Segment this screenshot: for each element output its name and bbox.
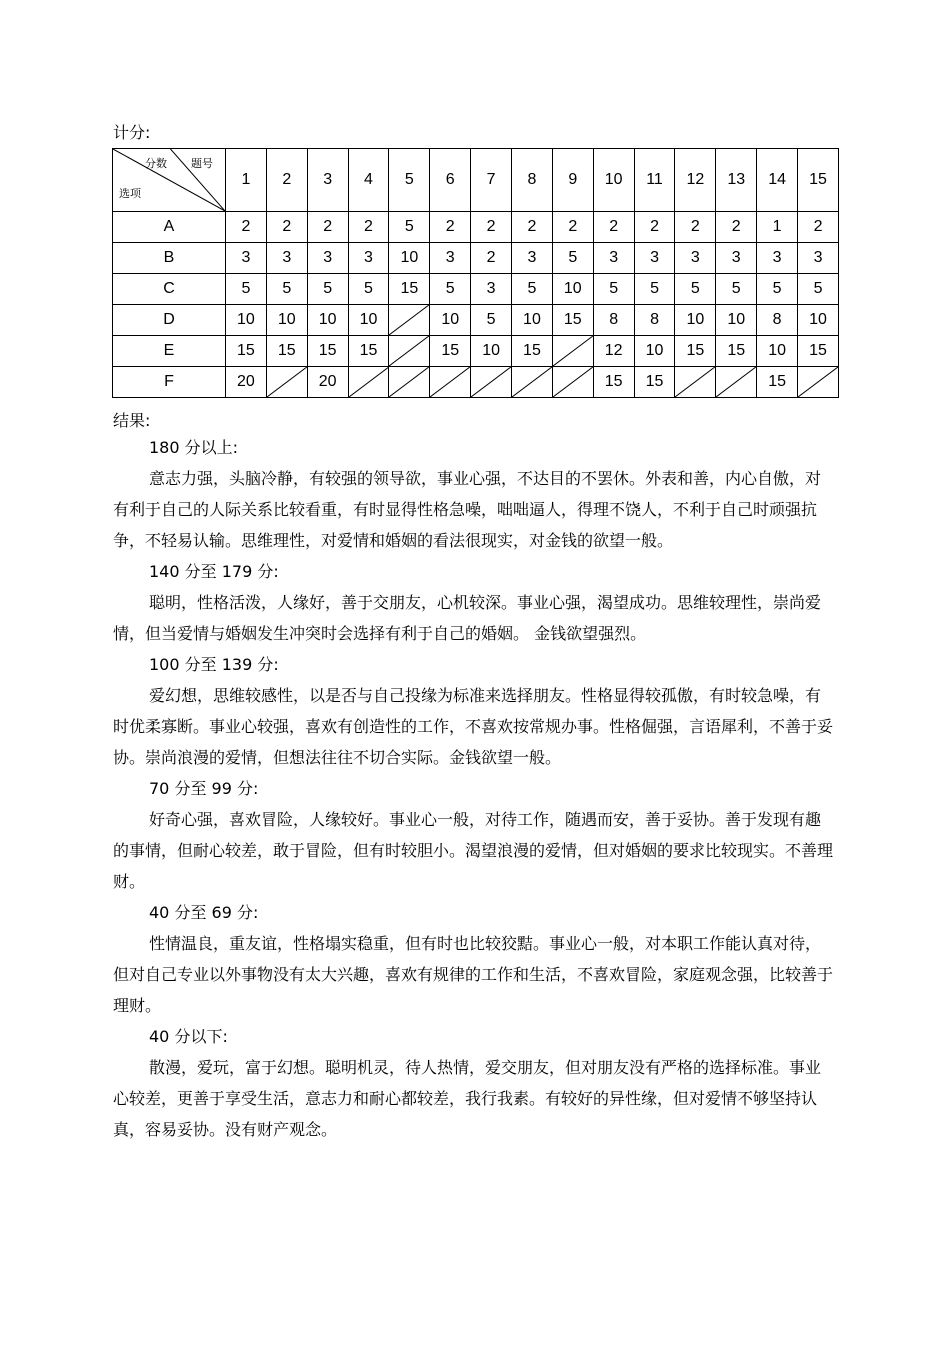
question-number-header: 7 bbox=[471, 149, 512, 212]
score-cell: 10 bbox=[307, 305, 348, 336]
score-cell: 15 bbox=[716, 336, 757, 367]
score-cell: 2 bbox=[307, 212, 348, 243]
question-number-header: 8 bbox=[512, 149, 553, 212]
score-cell: 3 bbox=[757, 243, 798, 274]
option-label-cell: C bbox=[113, 274, 226, 305]
score-cell: 15 bbox=[512, 336, 553, 367]
score-cell: 2 bbox=[634, 212, 675, 243]
score-cell: 2 bbox=[798, 212, 839, 243]
score-cell: 2 bbox=[430, 212, 471, 243]
score-cell: 2 bbox=[512, 212, 553, 243]
not-applicable-cell bbox=[389, 336, 430, 367]
score-range-heading: 40 分至 69 分: bbox=[149, 903, 259, 922]
score-cell: 20 bbox=[226, 367, 267, 398]
score-cell: 8 bbox=[593, 305, 634, 336]
score-cell: 3 bbox=[716, 243, 757, 274]
score-cell: 5 bbox=[634, 274, 675, 305]
score-table bbox=[112, 148, 839, 398]
score-cell: 2 bbox=[552, 212, 593, 243]
score-cell: 10 bbox=[471, 336, 512, 367]
diagonal-slash bbox=[798, 367, 838, 397]
results-section bbox=[113, 432, 833, 1145]
corner-score-label: 分数 bbox=[145, 157, 167, 170]
diagonal-slash bbox=[553, 336, 593, 366]
diagonal-slash bbox=[389, 336, 429, 366]
table-header-row bbox=[113, 149, 839, 212]
diagonal-slash bbox=[430, 367, 470, 397]
result-heading: 结果: bbox=[113, 411, 151, 430]
corner-header-cell bbox=[113, 149, 226, 212]
question-number-header: 3 bbox=[307, 149, 348, 212]
score-cell: 3 bbox=[512, 243, 553, 274]
score-cell: 15 bbox=[798, 336, 839, 367]
not-applicable-cell bbox=[389, 305, 430, 336]
score-range-heading: 180 分以上: bbox=[149, 438, 239, 457]
diagonal-slash bbox=[553, 367, 593, 397]
result-description: 聪明，性格活泼，人缘好，善于交朋友，心机较深。事业心强，渴望成功。思维较理性，崇尚爱情，但当爱情与婚姻发生冲突时会选择有利于自己的婚姻。 金钱欲望强烈。 bbox=[113, 593, 822, 643]
option-label-cell: B bbox=[113, 243, 226, 274]
score-range-heading: 100 分至 139 分: bbox=[149, 655, 279, 674]
score-cell: 3 bbox=[593, 243, 634, 274]
not-applicable-cell bbox=[552, 367, 593, 398]
score-cell: 3 bbox=[266, 243, 307, 274]
result-description: 爱幻想，思维较感性，以是否与自己投缘为标准来选择朋友。性格显得较孤傲，有时较急噪，有时优柔寡断。事业心较强，喜欢有创造性的工作，不喜欢按常规办事。性格倔强，言语犀利，不善于妥协。崇尚浪漫的爱情，但想法往往不切合实际。金钱欲望一般。 bbox=[113, 686, 834, 767]
not-applicable-cell bbox=[552, 336, 593, 367]
diagonal-slash bbox=[471, 367, 511, 397]
table-row bbox=[113, 305, 839, 336]
table-row bbox=[113, 243, 839, 274]
score-cell: 10 bbox=[798, 305, 839, 336]
not-applicable-cell bbox=[471, 367, 512, 398]
score-cell: 15 bbox=[307, 336, 348, 367]
score-cell: 3 bbox=[634, 243, 675, 274]
score-cell: 10 bbox=[430, 305, 471, 336]
not-applicable-cell bbox=[430, 367, 471, 398]
option-label-cell: D bbox=[113, 305, 226, 336]
score-cell: 5 bbox=[389, 212, 430, 243]
score-cell: 10 bbox=[348, 305, 389, 336]
not-applicable-cell bbox=[675, 367, 716, 398]
score-cell: 5 bbox=[716, 274, 757, 305]
score-range-heading: 40 分以下: bbox=[149, 1027, 228, 1046]
score-cell: 3 bbox=[798, 243, 839, 274]
score-cell: 3 bbox=[430, 243, 471, 274]
score-cell: 5 bbox=[226, 274, 267, 305]
score-cell: 8 bbox=[634, 305, 675, 336]
score-cell: 20 bbox=[307, 367, 348, 398]
score-cell: 10 bbox=[512, 305, 553, 336]
score-cell: 3 bbox=[471, 274, 512, 305]
score-cell: 10 bbox=[226, 305, 267, 336]
not-applicable-cell bbox=[798, 367, 839, 398]
score-cell: 2 bbox=[226, 212, 267, 243]
score-cell: 12 bbox=[593, 336, 634, 367]
score-cell: 5 bbox=[757, 274, 798, 305]
not-applicable-cell bbox=[512, 367, 553, 398]
question-number-header: 11 bbox=[634, 149, 675, 212]
diagonal-slash bbox=[267, 367, 307, 397]
score-cell: 3 bbox=[226, 243, 267, 274]
diagonal-slash bbox=[675, 367, 715, 397]
question-number-header: 9 bbox=[552, 149, 593, 212]
score-cell: 10 bbox=[552, 274, 593, 305]
result-description: 意志力强，头脑冷静，有较强的领导欲，事业心强，不达目的不罢休。外表和善，内心自傲，对有利于自己的人际关系比较看重，有时显得性格急噪，咄咄逼人，得理不饶人，不利于自己时顽强抗争，不轻易认输。思维理性，对爱情和婚姻的看法很现实，对金钱的欲望一般。 bbox=[113, 469, 822, 550]
option-label-cell: A bbox=[113, 212, 226, 243]
score-cell: 5 bbox=[593, 274, 634, 305]
diagonal-slash bbox=[349, 367, 389, 397]
score-cell: 5 bbox=[675, 274, 716, 305]
not-applicable-cell bbox=[266, 367, 307, 398]
score-cell: 10 bbox=[757, 336, 798, 367]
score-cell: 15 bbox=[389, 274, 430, 305]
score-cell: 15 bbox=[757, 367, 798, 398]
diagonal-slash bbox=[389, 305, 429, 335]
score-cell: 15 bbox=[552, 305, 593, 336]
score-cell: 2 bbox=[716, 212, 757, 243]
option-label-cell: F bbox=[113, 367, 226, 398]
score-cell: 2 bbox=[348, 212, 389, 243]
not-applicable-cell bbox=[348, 367, 389, 398]
diagonal-slash bbox=[716, 367, 756, 397]
table-row bbox=[113, 274, 839, 305]
table-row bbox=[113, 212, 839, 243]
score-cell: 2 bbox=[471, 243, 512, 274]
score-cell: 15 bbox=[348, 336, 389, 367]
table-row bbox=[113, 336, 839, 367]
score-cell: 15 bbox=[634, 367, 675, 398]
score-cell: 5 bbox=[266, 274, 307, 305]
score-cell: 15 bbox=[430, 336, 471, 367]
score-cell: 2 bbox=[266, 212, 307, 243]
score-cell: 5 bbox=[798, 274, 839, 305]
score-cell: 3 bbox=[348, 243, 389, 274]
question-number-header: 14 bbox=[757, 149, 798, 212]
question-number-header: 10 bbox=[593, 149, 634, 212]
diagonal-slash bbox=[512, 367, 552, 397]
score-cell: 15 bbox=[226, 336, 267, 367]
option-label-cell: E bbox=[113, 336, 226, 367]
question-number-header: 2 bbox=[266, 149, 307, 212]
score-cell: 3 bbox=[307, 243, 348, 274]
table-row bbox=[113, 367, 839, 398]
score-cell: 5 bbox=[430, 274, 471, 305]
score-cell: 15 bbox=[593, 367, 634, 398]
question-number-header: 1 bbox=[226, 149, 267, 212]
score-cell: 10 bbox=[266, 305, 307, 336]
score-cell: 5 bbox=[307, 274, 348, 305]
score-cell: 3 bbox=[675, 243, 716, 274]
score-cell: 10 bbox=[389, 243, 430, 274]
score-cell: 5 bbox=[552, 243, 593, 274]
score-cell: 15 bbox=[266, 336, 307, 367]
corner-question-label: 题号 bbox=[191, 157, 213, 170]
score-cell: 10 bbox=[634, 336, 675, 367]
result-description: 性情温良，重友谊，性格塌实稳重，但有时也比较狡黠。事业心一般，对本职工作能认真对待，但对自己专业以外事物没有太大兴趣，喜欢有规律的工作和生活，不喜欢冒险，家庭观念强，比较善于理财。 bbox=[113, 934, 834, 1015]
score-cell: 2 bbox=[593, 212, 634, 243]
question-number-header: 4 bbox=[348, 149, 389, 212]
question-number-header: 15 bbox=[798, 149, 839, 212]
score-cell: 2 bbox=[675, 212, 716, 243]
not-applicable-cell bbox=[389, 367, 430, 398]
score-cell: 1 bbox=[757, 212, 798, 243]
question-number-header: 12 bbox=[675, 149, 716, 212]
question-number-header: 5 bbox=[389, 149, 430, 212]
score-cell: 5 bbox=[471, 305, 512, 336]
diagonal-slash bbox=[389, 367, 429, 397]
score-cell: 5 bbox=[512, 274, 553, 305]
score-heading: 计分: bbox=[113, 123, 151, 142]
score-range-heading: 70 分至 99 分: bbox=[149, 779, 259, 798]
not-applicable-cell bbox=[716, 367, 757, 398]
corner-option-label: 选项 bbox=[119, 187, 141, 200]
score-cell: 8 bbox=[757, 305, 798, 336]
result-description: 好奇心强，喜欢冒险，人缘较好。事业心一般，对待工作，随遇而安，善于妥协。善于发现有趣的事情，但耐心较差，敢于冒险，但有时较胆小。渴望浪漫的爱情，但对婚姻的要求比较现实。不善理财。 bbox=[113, 810, 834, 891]
score-cell: 10 bbox=[716, 305, 757, 336]
score-cell: 5 bbox=[348, 274, 389, 305]
score-range-heading: 140 分至 179 分: bbox=[149, 562, 279, 581]
question-number-header: 6 bbox=[430, 149, 471, 212]
result-description: 散漫，爱玩，富于幻想。聪明机灵，待人热情，爱交朋友，但对朋友没有严格的选择标准。事业心较差，更善于享受生活，意志力和耐心都较差，我行我素。有较好的异性缘，但对爱情不够坚持认真，容易妥协。没有财产观念。 bbox=[113, 1058, 822, 1139]
score-cell: 15 bbox=[675, 336, 716, 367]
score-cell: 10 bbox=[675, 305, 716, 336]
question-number-header: 13 bbox=[716, 149, 757, 212]
score-cell: 2 bbox=[471, 212, 512, 243]
